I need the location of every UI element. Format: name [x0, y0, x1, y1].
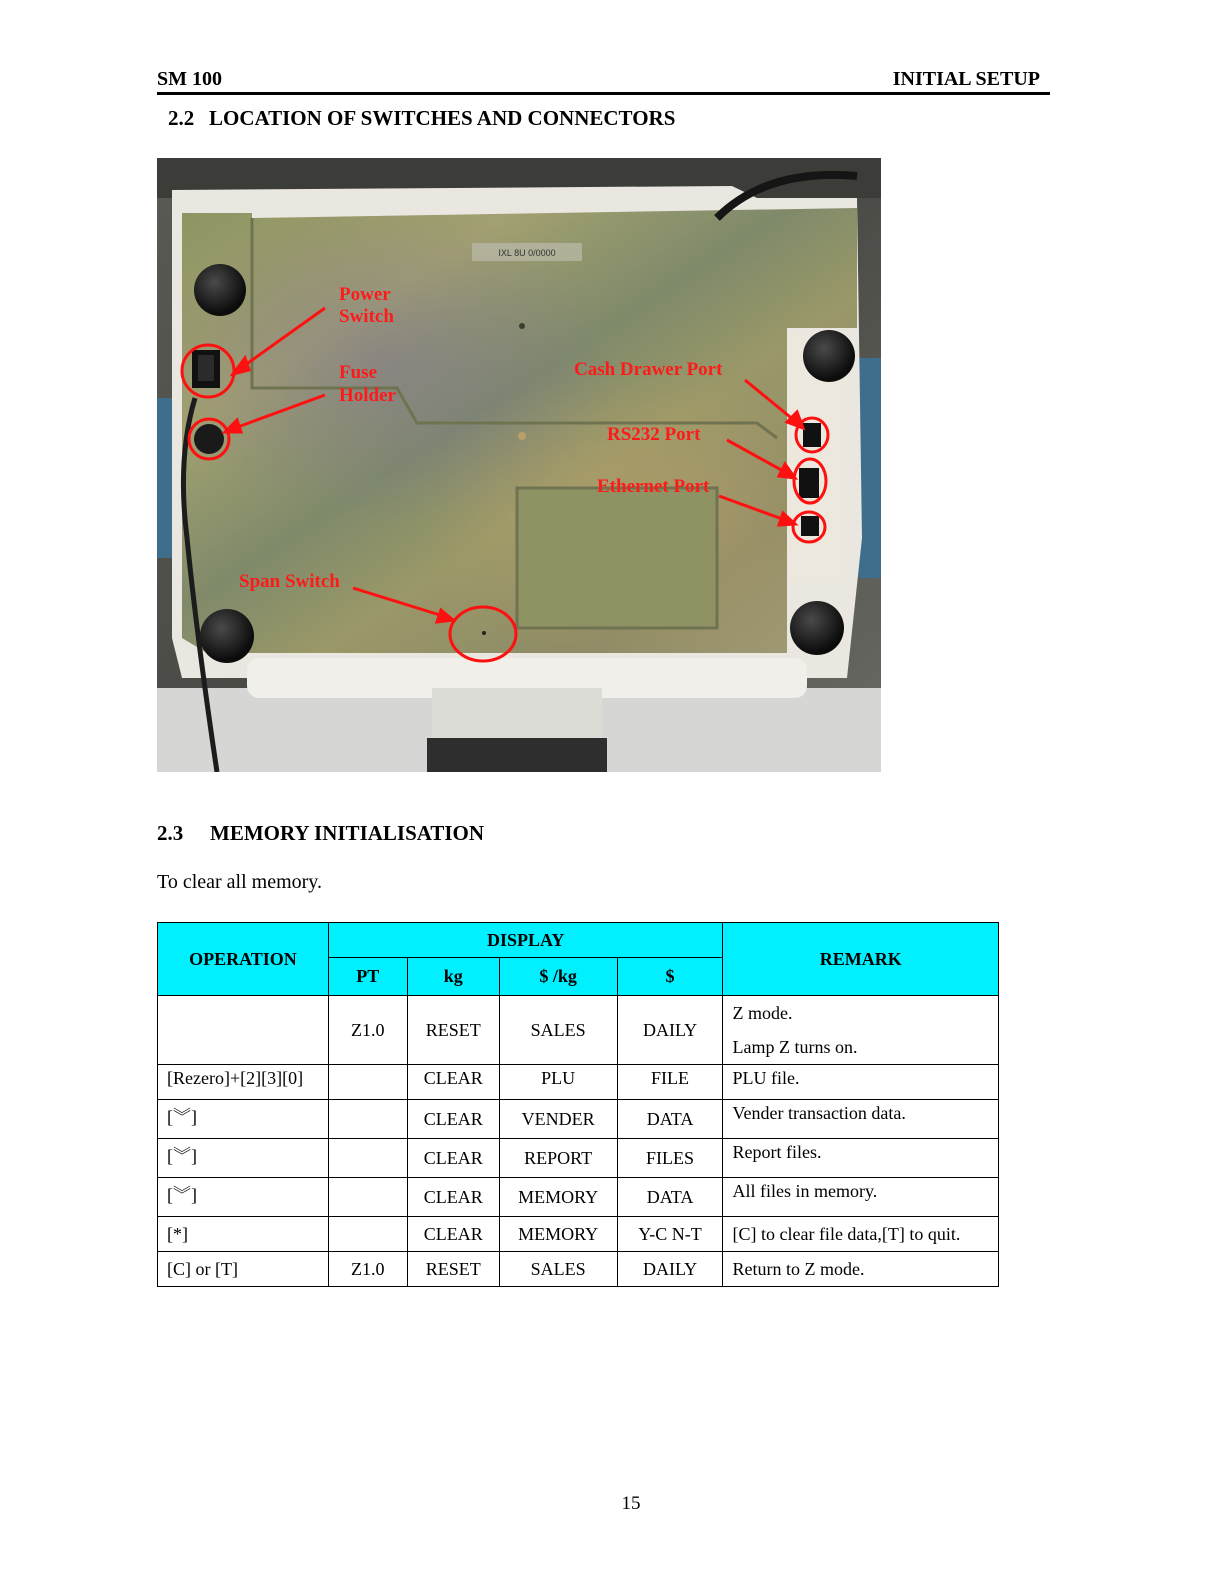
section-number: 2.3 [157, 821, 184, 845]
pt-cell [328, 1139, 407, 1178]
remark-line-1: Z mode. [732, 1003, 793, 1023]
op-cell: [Rezero]+[2][3][0] [158, 1065, 329, 1100]
table-row [158, 996, 999, 1065]
kg-cell: CLEAR [407, 1100, 499, 1139]
kg-cell: RESET [407, 996, 499, 1065]
table-row [158, 1100, 999, 1139]
kg-cell: CLEAR [407, 1217, 499, 1252]
dollar-cell: DATA [617, 1178, 723, 1217]
kg-cell: CLEAR [407, 1139, 499, 1178]
header-kg: kg [407, 958, 499, 996]
dollar-cell: FILE [617, 1065, 723, 1100]
op-cell: [︾] [158, 1100, 329, 1139]
header-display: DISPLAY [328, 923, 723, 958]
table-row [158, 1178, 999, 1217]
callout-rs232-port: RS232 Port [607, 424, 701, 445]
pt-cell: Z1.0 [328, 996, 407, 1065]
section-heading-2-3 [157, 821, 484, 846]
remark-cell: [C] to clear file data,[T] to quit. [723, 1217, 999, 1252]
remark-cell: Return to Z mode. [723, 1252, 999, 1287]
op-cell [158, 996, 329, 1065]
header-dollar: $ [617, 958, 723, 996]
intro-text: To clear all memory. [157, 871, 323, 893]
callout-holder: Holder [339, 385, 396, 406]
header-per-kg: $ /kg [499, 958, 617, 996]
dollar-cell: FILES [617, 1139, 723, 1178]
per-kg-cell: MEMORY [499, 1178, 617, 1217]
header-rule [157, 92, 1050, 95]
memory-init-table [157, 922, 999, 1287]
table-row [158, 1065, 999, 1100]
section-number: 2.2 [168, 106, 195, 130]
remark-cell: Report files. [723, 1139, 999, 1178]
per-kg-cell: VENDER [499, 1100, 617, 1139]
table-row [158, 1217, 999, 1252]
dollar-cell: DATA [617, 1100, 723, 1139]
op-cell: [︾] [158, 1178, 329, 1217]
header-right: INITIAL SETUP [892, 68, 1040, 90]
op-cell: [︾] [158, 1139, 329, 1178]
remark-cell: PLU file. [723, 1065, 999, 1100]
header-left: SM 100 [157, 68, 222, 90]
header-pt: PT [328, 958, 407, 996]
sticker-text: IXL 8U 0/0000 [498, 248, 556, 258]
pt-cell [328, 1178, 407, 1217]
section-title: LOCATION OF SWITCHES AND CONNECTORS [209, 106, 676, 130]
dollar-cell: Y-C N-T [617, 1217, 723, 1252]
callout-span-switch: Span Switch [239, 571, 340, 592]
kg-cell: CLEAR [407, 1065, 499, 1100]
dollar-cell: DAILY [617, 1252, 723, 1287]
pt-cell [328, 1065, 407, 1100]
pt-cell [328, 1217, 407, 1252]
per-kg-cell: SALES [499, 996, 617, 1065]
table-row [158, 1139, 999, 1178]
remark-cell [723, 996, 999, 1065]
kg-cell: CLEAR [407, 1178, 499, 1217]
op-cell: [*] [158, 1217, 329, 1252]
per-kg-cell: REPORT [499, 1139, 617, 1178]
callout-switch: Switch [339, 306, 394, 327]
header-operation: OPERATION [158, 923, 329, 996]
pt-cell [328, 1100, 407, 1139]
callout-power: Power [339, 284, 391, 305]
kg-cell: RESET [407, 1252, 499, 1287]
callout-cash-drawer-port: Cash Drawer Port [574, 359, 723, 380]
op-cell: [C] or [T] [158, 1252, 329, 1287]
pt-cell: Z1.0 [328, 1252, 407, 1287]
remark-cell: Vender transaction data. [723, 1100, 999, 1139]
callout-fuse: Fuse [339, 362, 377, 383]
remark-cell: All files in memory. [723, 1178, 999, 1217]
table-row [158, 1252, 999, 1287]
scale-underside-photo [157, 158, 881, 772]
dollar-cell: DAILY [617, 996, 723, 1065]
per-kg-cell: SALES [499, 1252, 617, 1287]
section-heading-2-2 [168, 106, 675, 131]
per-kg-cell: PLU [499, 1065, 617, 1100]
remark-line-2: Lamp Z turns on. [732, 1037, 858, 1057]
section-title: MEMORY INITIALISATION [210, 821, 485, 845]
header-remark: REMARK [723, 923, 999, 996]
per-kg-cell: MEMORY [499, 1217, 617, 1252]
callout-ethernet-port: Ethernet Port [597, 476, 710, 497]
page-number: 15 [621, 1493, 641, 1514]
